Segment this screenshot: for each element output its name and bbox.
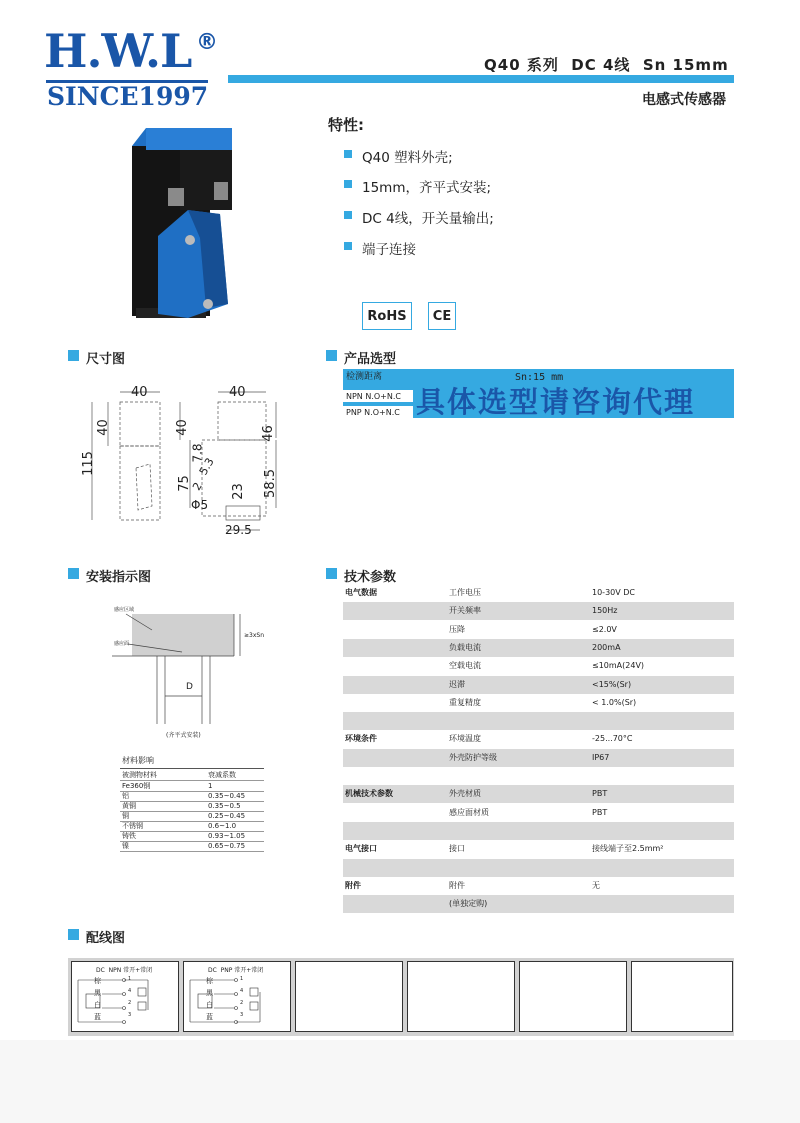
feature-item xyxy=(362,176,491,196)
tech-value: 200mA xyxy=(592,642,621,652)
material-factor: 0.35~0.45 xyxy=(208,792,246,800)
material-factor: 0.6~1.0 xyxy=(208,822,237,830)
section-marker-icon xyxy=(326,568,337,579)
page-title: Q40 系列 DC 4线 Sn 15mm xyxy=(484,56,729,74)
tech-row xyxy=(343,840,734,858)
wire-label: 蓝 xyxy=(206,1013,213,1021)
tech-cat: 电气数据 xyxy=(345,588,377,597)
tech-row xyxy=(343,712,734,730)
feature-item xyxy=(362,238,416,258)
material-factor: 0.25~0.45 xyxy=(208,812,246,820)
tech-cat: 电气接口 xyxy=(345,844,377,854)
wire-label: 白 xyxy=(206,1001,213,1009)
section-title: 配线图 xyxy=(86,931,126,946)
tech-param: (单独定购) xyxy=(449,899,488,909)
wiring-box-pnp xyxy=(183,961,291,1032)
tech-value: 无 xyxy=(592,880,600,890)
pin-label: 2 xyxy=(128,1000,132,1006)
material-name: 铜 xyxy=(122,812,129,820)
bullet-icon xyxy=(344,211,352,219)
install-d-label: D xyxy=(186,682,193,692)
material-name: 黄铜 xyxy=(122,802,136,810)
tech-param: 接口 xyxy=(449,844,465,854)
tech-value: IP67 xyxy=(592,752,610,762)
wiring-diagram-pnp xyxy=(188,974,284,1028)
tech-param: 外壳防护等级 xyxy=(449,752,497,762)
install-label: 感应区域 xyxy=(114,607,135,613)
features-title: 特性: xyxy=(328,116,364,134)
material-header: 衰减系数 xyxy=(208,771,236,779)
product-photo xyxy=(128,118,238,330)
wire-label: 白 xyxy=(94,1001,101,1009)
install-diagram xyxy=(112,600,272,730)
bullet-icon xyxy=(344,242,352,250)
page-footer xyxy=(0,1040,800,1123)
pin-label: 3 xyxy=(128,1012,132,1018)
material-header: 被测物材料 xyxy=(122,771,157,779)
material-name: 镍 xyxy=(122,842,129,850)
tech-row xyxy=(343,749,734,767)
feature-item xyxy=(362,146,453,166)
selection-row xyxy=(343,371,734,384)
tech-param: 迟滞 xyxy=(449,679,465,689)
tech-value: ≤10mA(24V) xyxy=(592,661,645,671)
tech-param: 压降 xyxy=(449,624,465,634)
tech-cat: 环境条件 xyxy=(345,734,377,744)
tech-row xyxy=(343,639,734,657)
tech-row xyxy=(343,804,734,822)
tech-row xyxy=(343,602,734,620)
wire-label: 棕 xyxy=(94,977,101,985)
feature-text: Q40 塑料外壳; xyxy=(362,150,453,166)
material-factor: 0.35~0.5 xyxy=(208,802,241,810)
material-name: Fe360钢 xyxy=(122,782,151,790)
tech-value: 150Hz xyxy=(592,606,618,616)
pin-label: 3 xyxy=(240,1012,244,1018)
section-wiring xyxy=(86,927,125,946)
section-title: 技术参数 xyxy=(344,570,397,585)
tech-row xyxy=(343,859,734,877)
tech-param: 空载电流 xyxy=(449,661,481,671)
dim-label: 5.3 xyxy=(196,455,217,478)
pin-label: 2 xyxy=(240,1000,244,1006)
material-header-row xyxy=(120,770,264,781)
selection-value: Sn:15 mm xyxy=(515,372,564,383)
selection-row xyxy=(343,406,413,419)
section-install xyxy=(86,566,151,585)
wiring-box-empty xyxy=(631,961,733,1032)
tech-row xyxy=(343,657,734,675)
tech-row xyxy=(343,694,734,712)
section-marker-icon xyxy=(68,350,79,361)
logo-text: H.W.L xyxy=(44,24,192,78)
rohs-badge: RoHS xyxy=(362,302,412,330)
material-factor: 0.93~1.05 xyxy=(208,832,246,840)
section-title: 安装指示图 xyxy=(86,570,152,585)
dim-label: 58.5 xyxy=(262,469,278,498)
wiring-title: DC PNP 常开+常闭 xyxy=(208,967,264,974)
install-caption: (齐平式安装) xyxy=(166,732,201,739)
wire-label: 黑 xyxy=(206,989,213,997)
dim-label: 7.8 xyxy=(190,443,205,463)
tech-param: 开关频率 xyxy=(449,606,481,616)
section-marker-icon xyxy=(326,350,337,361)
section-marker-icon xyxy=(68,568,79,579)
tech-value: ≤2.0V xyxy=(592,624,617,634)
section-title: 产品选型 xyxy=(344,352,397,367)
dim-label: 75 xyxy=(176,475,192,492)
dim-label: Φ5 xyxy=(191,498,209,512)
dim-label: 40 xyxy=(95,419,111,436)
section-marker-icon xyxy=(68,929,79,940)
feature-text: 15mm，齐平式安装; xyxy=(362,180,492,196)
dim-label: 40 xyxy=(131,385,148,400)
pin-label: 4 xyxy=(128,988,132,994)
dim-label: 29.5 xyxy=(225,523,252,537)
wiring-box-empty xyxy=(407,961,515,1032)
tech-param: 负载电流 xyxy=(449,642,481,652)
tech-cat: 附件 xyxy=(345,880,361,890)
selection-label: PNP N.O+N.C xyxy=(346,408,400,417)
dim-label: 23 xyxy=(230,483,246,500)
dim-label: 2 xyxy=(190,480,205,493)
tech-row xyxy=(343,621,734,639)
tech-cat: 机械技术参数 xyxy=(345,789,393,799)
feature-text: DC 4线，开关量输出; xyxy=(362,211,494,227)
dim-label: 40 xyxy=(174,419,190,436)
selection-row xyxy=(343,390,413,403)
material-name: 铝 xyxy=(122,792,129,800)
tech-row xyxy=(343,895,734,913)
header-bar xyxy=(228,75,734,83)
ce-badge: CE xyxy=(428,302,456,330)
dim-label: 46 xyxy=(260,425,276,442)
tech-param: 外壳材质 xyxy=(449,789,481,799)
wiring-title: DC NPN 常开+常闭 xyxy=(96,967,153,974)
registered-mark: ® xyxy=(196,30,218,55)
tech-row xyxy=(343,822,734,840)
section-selection xyxy=(344,348,396,367)
selection-label: NPN N.O+N.C xyxy=(346,392,401,401)
tech-value: 10-30V DC xyxy=(592,588,636,597)
material-title-row xyxy=(120,756,264,768)
wiring-box-empty xyxy=(519,961,627,1032)
tech-value: < 1.0%(Sr) xyxy=(592,697,637,707)
material-title: 材料影响 xyxy=(122,756,154,765)
install-label: 感应面 xyxy=(114,641,130,647)
tech-row xyxy=(343,730,734,748)
section-dimensions xyxy=(86,348,125,367)
tech-param: 附件 xyxy=(449,880,465,890)
tech-row xyxy=(343,584,734,602)
material-row xyxy=(120,841,264,852)
material-name: 不锈钢 xyxy=(122,822,143,830)
tech-value: <15%(Sr) xyxy=(592,679,632,689)
bullet-icon xyxy=(344,150,352,158)
tech-row xyxy=(343,767,734,785)
feature-text: 端子连接 xyxy=(362,242,416,258)
logo-since: SINCE1997 xyxy=(47,82,209,111)
wiring-box-empty xyxy=(295,961,403,1032)
tech-row xyxy=(343,877,734,895)
wiring-diagram-npn xyxy=(76,974,172,1028)
material-name: 铸铁 xyxy=(122,832,136,840)
page-subtitle: 电感式传感器 xyxy=(642,92,726,108)
pin-label: 1 xyxy=(240,976,244,982)
wire-label: 黑 xyxy=(94,989,101,997)
dim-label: 115 xyxy=(80,451,96,476)
tech-value: PBT xyxy=(592,789,608,799)
pin-label: 4 xyxy=(240,988,244,994)
tech-param: 环境温度 xyxy=(449,734,481,744)
material-factor: 1 xyxy=(208,782,213,790)
selection-overlay-text: 具体选型请咨询代理 xyxy=(416,385,696,419)
tech-row xyxy=(343,785,734,803)
tech-value: 接线端子至2.5mm² xyxy=(592,844,664,854)
dimension-drawing xyxy=(76,378,296,544)
wire-label: 棕 xyxy=(206,977,213,985)
selection-label: 检测距离 xyxy=(346,372,383,382)
tech-value: -25...70°C xyxy=(592,734,633,744)
bullet-icon xyxy=(344,180,352,188)
feature-item xyxy=(362,207,494,227)
tech-value: PBT xyxy=(592,807,608,817)
section-tech xyxy=(344,566,396,585)
tech-param: 重复精度 xyxy=(449,697,481,707)
install-gap-label: ≥3xSn xyxy=(244,632,265,639)
tech-row xyxy=(343,676,734,694)
wire-label: 蓝 xyxy=(94,1013,101,1021)
dim-label: 40 xyxy=(229,385,246,400)
tech-param: 工作电压 xyxy=(449,588,481,597)
pin-label: 1 xyxy=(128,976,132,982)
section-title: 尺寸图 xyxy=(86,352,126,367)
wiring-box-npn xyxy=(71,961,179,1032)
tech-param: 感应面材质 xyxy=(449,807,489,817)
material-factor: 0.65~0.75 xyxy=(208,842,246,850)
